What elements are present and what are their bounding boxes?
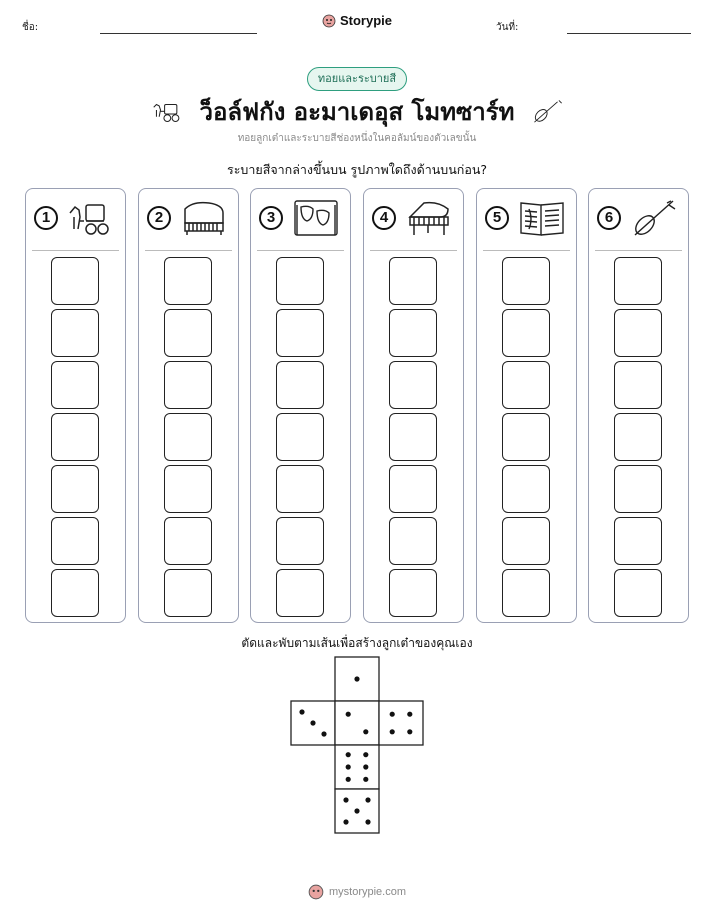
dice-pip	[390, 712, 395, 717]
dice-pip	[365, 797, 370, 802]
subtitle: ทอยลูกเต๋าและระบายสีช่องหนึ่งในคอลัมน์ของตัวเลขนั้น	[237, 133, 477, 144]
column-number: 4	[372, 206, 396, 230]
dice-pip	[354, 676, 359, 681]
dice-pip	[310, 720, 315, 725]
column-number: 5	[485, 206, 509, 230]
dice-pip	[407, 712, 412, 717]
column-number: 6	[597, 206, 621, 230]
dice-face-1	[335, 657, 379, 701]
activity-badge: ทอยและระบายสี	[307, 67, 407, 91]
dice-pip	[354, 808, 359, 813]
column-number: 2	[147, 206, 171, 230]
footer-url[interactable]: mystorypie.com	[328, 886, 407, 898]
dice-pip	[346, 712, 351, 717]
column-number: 1	[34, 206, 58, 230]
dice-pip	[390, 729, 395, 734]
dice-pip	[343, 819, 348, 824]
dice-pip	[407, 729, 412, 734]
dice-pip	[346, 752, 351, 757]
dice-pip	[343, 797, 348, 802]
brand-name: Storypie	[339, 13, 392, 28]
name-label: ชื่อ:	[22, 22, 39, 33]
dice-face-3	[291, 701, 335, 745]
dice-pip	[299, 709, 304, 714]
dice-pip	[346, 764, 351, 769]
question-text: ระบายสีจากล่างขึ้นบน รูปภาพใดถึงด้านบนก่อน?	[226, 162, 488, 177]
dice-face-6	[335, 745, 379, 789]
column-number: 3	[259, 206, 283, 230]
dice-pip	[365, 819, 370, 824]
dice-pip	[363, 752, 368, 757]
dice-pip	[363, 729, 368, 734]
dice-pip	[363, 777, 368, 782]
footer	[0, 884, 714, 900]
cut-instruction: ตัดและพับตามเส้นเพื่อสร้างลูกเต๋าของคุณเอง	[241, 636, 473, 650]
date-label: วันที่:	[496, 22, 519, 33]
dice-pip	[346, 777, 351, 782]
dice-face-5	[335, 789, 379, 833]
dice-pip	[321, 731, 326, 736]
dice-face-2	[335, 701, 379, 745]
page-title: ว็อล์ฟกัง อะมาเดอุส โมทซาร์ท	[199, 98, 515, 126]
dice-face-4	[379, 701, 423, 745]
dice-pip	[363, 764, 368, 769]
mascot-icon	[308, 884, 324, 900]
